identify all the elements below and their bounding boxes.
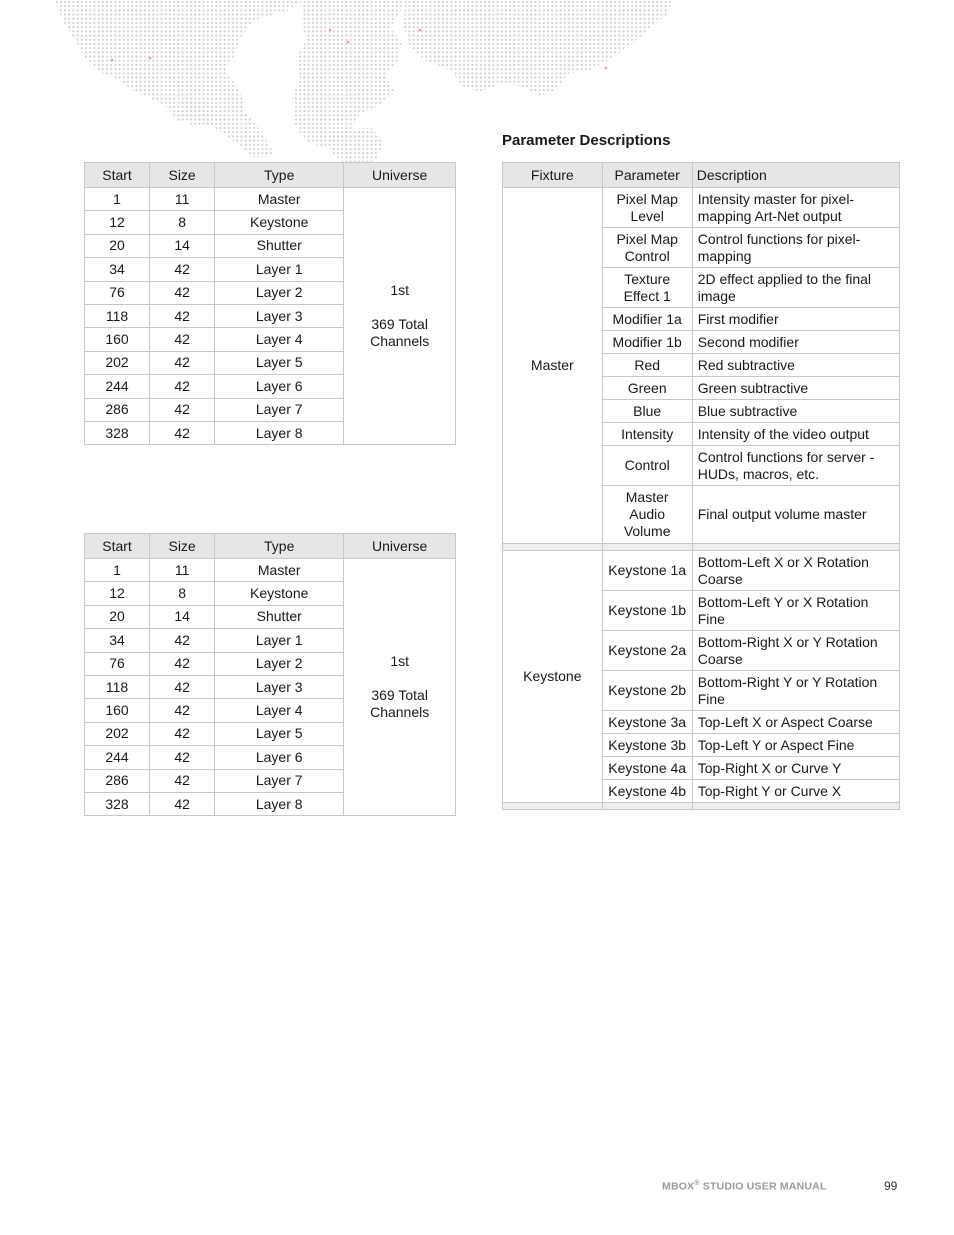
table-cell: 244: [85, 375, 150, 398]
column-header: Size: [150, 163, 215, 188]
table-cell: 8: [150, 211, 215, 234]
parameter-description: Intensity of the video output: [692, 423, 899, 446]
column-header: Parameter: [602, 163, 692, 188]
table-head: [503, 163, 900, 188]
table-cell: 42: [150, 629, 215, 652]
spacer-cell: [503, 803, 603, 810]
parameter-description: Bottom-Left Y or X Rotation Fine: [692, 591, 899, 631]
table-cell: 42: [150, 421, 215, 444]
table-cell: Layer 4: [215, 699, 344, 722]
table-row: [85, 559, 456, 582]
table-cell: 160: [85, 328, 150, 351]
parameter-description: Top-Left X or Aspect Coarse: [692, 711, 899, 734]
table-cell: 42: [150, 398, 215, 421]
table-cell: 118: [85, 675, 150, 698]
table-cell: Layer 6: [215, 375, 344, 398]
table-cell: Layer 4: [215, 328, 344, 351]
parameter-description: 2D effect applied to the final image: [692, 268, 899, 308]
table-cell: 14: [150, 605, 215, 628]
table-cell: Layer 8: [215, 421, 344, 444]
table-body: [85, 188, 456, 445]
parameter-name: Control: [602, 446, 692, 486]
total-channels-label: 369 Total Channels: [370, 687, 430, 721]
parameter-name: Keystone 3a: [602, 711, 692, 734]
table-cell: Keystone: [215, 211, 344, 234]
parameter-name: Keystone 1b: [602, 591, 692, 631]
table-body: [85, 559, 456, 816]
table-cell: 42: [150, 746, 215, 769]
parameter-description: Blue subtractive: [692, 400, 899, 423]
table-cell: Master: [215, 559, 344, 582]
table-cell: 34: [85, 629, 150, 652]
parameter-description: Control functions for server - HUDs, macros, etc.: [692, 446, 899, 486]
table-cell: 42: [150, 769, 215, 792]
footer-registered-mark: ®: [694, 1180, 700, 1187]
parameter-name: Keystone 1a: [602, 551, 692, 591]
table-cell: 42: [150, 792, 215, 815]
table-cell: 76: [85, 281, 150, 304]
total-channels-label: 369 Total Channels: [370, 316, 430, 350]
channel-table-1: [84, 162, 456, 445]
table-cell: 42: [150, 328, 215, 351]
footer-brand: MBOX: [662, 1180, 695, 1193]
parameter-description: Top-Right X or Curve Y: [692, 757, 899, 780]
parameter-name: Keystone 2b: [602, 671, 692, 711]
table-cell: Layer 7: [215, 398, 344, 421]
table-head: [85, 163, 456, 188]
table-cell: 42: [150, 722, 215, 745]
parameter-name: Intensity: [602, 423, 692, 446]
parameter-row: [503, 551, 900, 591]
parameter-descriptions-table: [502, 162, 900, 810]
table-cell: 11: [150, 188, 215, 211]
table-cell: Shutter: [215, 605, 344, 628]
column-header: Start: [85, 534, 150, 559]
column-header: Fixture: [503, 163, 603, 188]
parameter-name: Keystone 2a: [602, 631, 692, 671]
table-cell: 42: [150, 652, 215, 675]
header-row: [85, 534, 456, 559]
header-row: [85, 163, 456, 188]
parameter-description: Green subtractive: [692, 377, 899, 400]
column-header: Description: [692, 163, 899, 188]
footer-manual-title: [662, 1180, 827, 1193]
table-cell: 11: [150, 559, 215, 582]
column-header: Universe: [344, 163, 456, 188]
page-number: 99: [884, 1179, 898, 1193]
table-cell: 328: [85, 792, 150, 815]
parameter-name: Keystone 4a: [602, 757, 692, 780]
header-row: [503, 163, 900, 188]
parameter-name: Red: [602, 354, 692, 377]
parameter-name: Pixel Map Control: [602, 228, 692, 268]
table-cell: Layer 5: [215, 351, 344, 374]
table-body: [503, 188, 900, 810]
universe-cell: [344, 559, 456, 816]
parameter-description: Bottom-Right X or Y Rotation Coarse: [692, 631, 899, 671]
table-cell: Layer 3: [215, 304, 344, 327]
table-cell: 20: [85, 605, 150, 628]
table-cell: 42: [150, 351, 215, 374]
table-cell: 42: [150, 304, 215, 327]
parameter-name: Keystone 4b: [602, 780, 692, 803]
group-spacer: [503, 544, 900, 551]
table-cell: 12: [85, 211, 150, 234]
parameter-description: Bottom-Right Y or Y Rotation Fine: [692, 671, 899, 711]
spacer-cell: [602, 544, 692, 551]
group-spacer: [503, 803, 900, 810]
parameter-name: Modifier 1a: [602, 308, 692, 331]
parameter-name: Texture Effect 1: [602, 268, 692, 308]
table-cell: 14: [150, 234, 215, 257]
parameter-description: Second modifier: [692, 331, 899, 354]
parameter-name: Blue: [602, 400, 692, 423]
spacer-cell: [602, 803, 692, 810]
parameter-name: Modifier 1b: [602, 331, 692, 354]
parameter-name: Green: [602, 377, 692, 400]
parameter-description: Intensity master for pixel-mapping Art-Net output: [692, 188, 899, 228]
column-header: Universe: [344, 534, 456, 559]
column-header: Start: [85, 163, 150, 188]
table-cell: Layer 5: [215, 722, 344, 745]
table-cell: 12: [85, 582, 150, 605]
table-cell: 76: [85, 652, 150, 675]
table-cell: 286: [85, 398, 150, 421]
table-cell: Layer 8: [215, 792, 344, 815]
table-cell: 328: [85, 421, 150, 444]
parameter-description: Top-Right Y or Curve X: [692, 780, 899, 803]
table-cell: 42: [150, 675, 215, 698]
parameter-description: Top-Left Y or Aspect Fine: [692, 734, 899, 757]
table-cell: Layer 6: [215, 746, 344, 769]
table-cell: 34: [85, 258, 150, 281]
table-cell: 118: [85, 304, 150, 327]
channel-table-2: [84, 533, 456, 816]
column-header: Type: [215, 534, 344, 559]
table-cell: 42: [150, 375, 215, 398]
parameter-description: First modifier: [692, 308, 899, 331]
parameter-description: Control functions for pixel-mapping: [692, 228, 899, 268]
table-cell: Layer 1: [215, 258, 344, 281]
table-cell: Layer 3: [215, 675, 344, 698]
table-cell: 42: [150, 699, 215, 722]
fixture-cell: Keystone: [503, 551, 603, 803]
universe-label: 1st: [390, 282, 409, 299]
table-cell: 160: [85, 699, 150, 722]
parameter-name: Pixel Map Level: [602, 188, 692, 228]
table-cell: 42: [150, 281, 215, 304]
table-cell: Layer 2: [215, 652, 344, 675]
fixture-cell: Master: [503, 188, 603, 544]
parameter-row: [503, 188, 900, 228]
table-cell: 202: [85, 351, 150, 374]
section-title: Parameter Descriptions: [502, 132, 671, 149]
parameter-description: Final output volume master: [692, 486, 899, 544]
table-cell: Shutter: [215, 234, 344, 257]
spacer-cell: [692, 803, 899, 810]
table-cell: 1: [85, 559, 150, 582]
universe-label: 1st: [390, 653, 409, 670]
table-cell: Layer 7: [215, 769, 344, 792]
table-cell: 42: [150, 258, 215, 281]
table-cell: Layer 1: [215, 629, 344, 652]
parameter-description: Bottom-Left X or X Rotation Coarse: [692, 551, 899, 591]
universe-cell: [344, 188, 456, 445]
table-cell: 1: [85, 188, 150, 211]
parameter-name: Master Audio Volume: [602, 486, 692, 544]
column-header: Type: [215, 163, 344, 188]
table-cell: 20: [85, 234, 150, 257]
table-cell: 286: [85, 769, 150, 792]
footer-title-rest: STUDIO USER MANUAL: [699, 1180, 827, 1193]
table-cell: Keystone: [215, 582, 344, 605]
spacer-cell: [503, 544, 603, 551]
table-row: [85, 188, 456, 211]
table-cell: 8: [150, 582, 215, 605]
column-header: Size: [150, 534, 215, 559]
table-cell: Master: [215, 188, 344, 211]
table-cell: 202: [85, 722, 150, 745]
table-head: [85, 534, 456, 559]
table-cell: 244: [85, 746, 150, 769]
parameter-name: Keystone 3b: [602, 734, 692, 757]
table-cell: Layer 2: [215, 281, 344, 304]
spacer-cell: [692, 544, 899, 551]
parameter-description: Red subtractive: [692, 354, 899, 377]
